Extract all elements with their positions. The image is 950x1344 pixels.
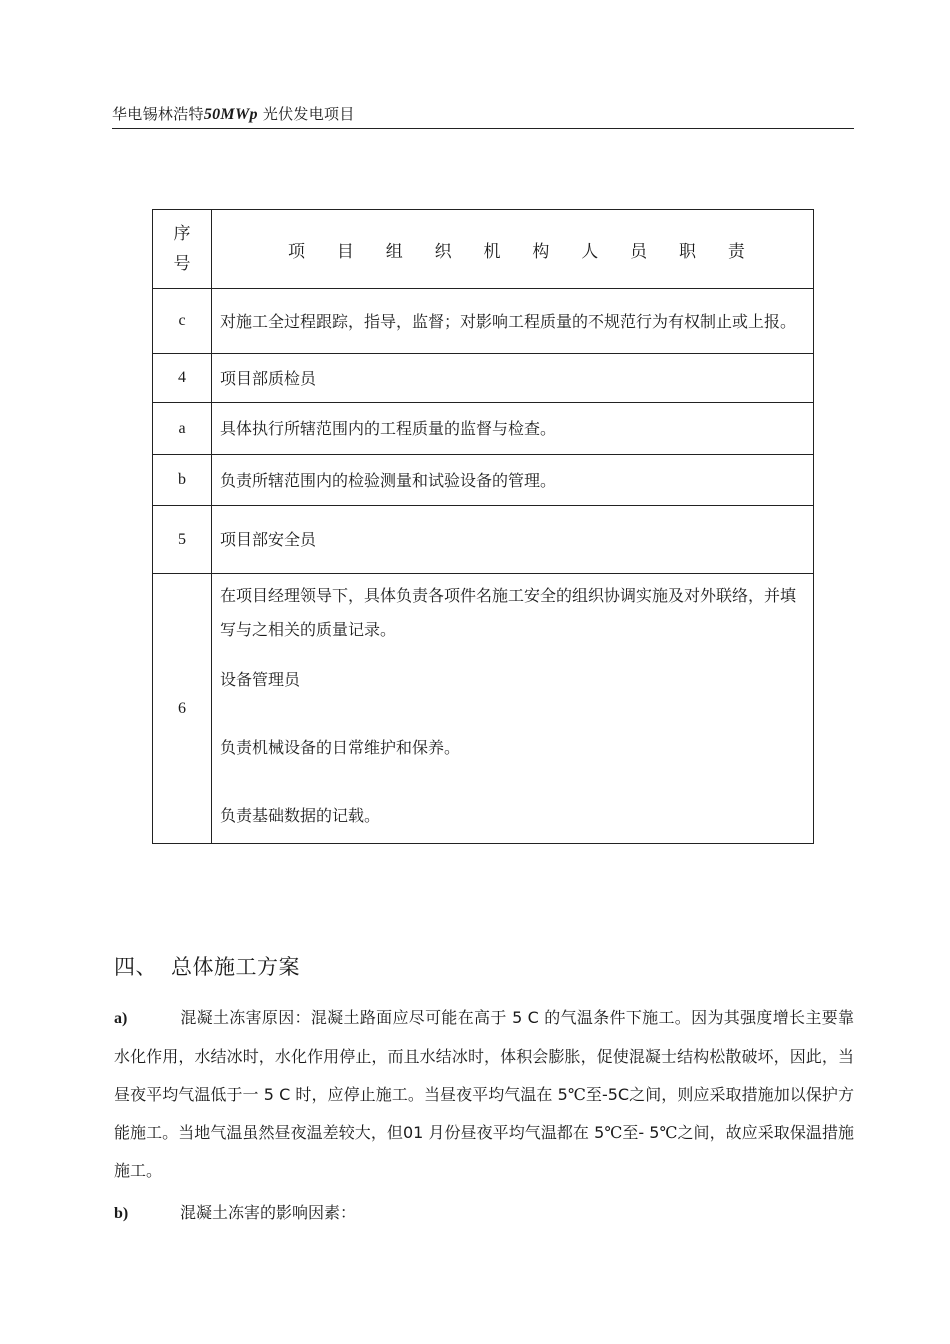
para-text: 月份昼夜平均气温都在 (423, 1123, 589, 1142)
table-row (153, 574, 814, 844)
row-num: 5 (153, 506, 212, 574)
para-text: ℃至 (567, 1085, 602, 1104)
row-text: 项目部安全员 (212, 506, 814, 574)
row6-line: 在项目经理领导下，具体负责各项件名施工安全的组织协调实施及对外联络，并填写与之相关的质量记录。 (220, 586, 797, 639)
page-header (112, 104, 854, 129)
row6-line: 设备管理员 (220, 670, 301, 689)
row6-line: 负责机械设备的日常维护和保养。 (220, 738, 461, 757)
para-value: -5C (601, 1085, 630, 1104)
header-num-char: 号 (173, 254, 191, 273)
row-num: 6 (153, 574, 212, 844)
row-text: 具体执行所辖范围内的工程质量的监督与检查。 (212, 403, 814, 455)
para-text: 混凝土冻害原因：混凝土路面应尽可能在高于 (180, 1008, 507, 1027)
header-title-char: 项 (288, 241, 305, 262)
section-title: 总体施工方案 (171, 955, 300, 979)
header-title-prefix: 华电锡林浩特 (112, 105, 204, 123)
table-row (153, 354, 814, 403)
header-num-char: 序 (173, 224, 191, 243)
para-text: 混凝土冻害的影响因素： (180, 1203, 357, 1222)
row-text: 负责所辖范围内的检验测量和试验设备的管理。 (212, 455, 814, 506)
paragraph-label: a) (114, 1010, 128, 1027)
row-text: 对施工全过程跟踪，指导，监督；对影响工程质量的不规范行为有权制止或上报。 (212, 289, 814, 354)
para-text: 之间，则应采取措施加以保护方能施工。当地气温虽然昼夜温差较大，但 (114, 1085, 854, 1142)
header-title-char: 人 (581, 241, 599, 262)
header-title-char: 员 (630, 241, 648, 262)
header-title-char: 构 (532, 241, 550, 262)
row-text: 项目部质检员 (212, 354, 814, 403)
table-row (153, 455, 814, 506)
header-num-cell (153, 210, 212, 289)
para-value: 01 (402, 1123, 424, 1142)
header-title-char: 机 (483, 241, 501, 262)
table-row (153, 403, 814, 455)
para-text: 时，应停止施工。当昼夜平均气温在 (295, 1085, 553, 1104)
row-num: b (153, 455, 212, 506)
row-num: a (153, 403, 212, 455)
table-row (153, 289, 814, 354)
para-value: - 5 (638, 1123, 660, 1142)
para-value: 5 C (506, 1008, 545, 1027)
para-value: 5 C (258, 1085, 296, 1104)
row6-line: 负责基础数据的记载。 (220, 806, 381, 825)
paragraph-b (114, 1194, 854, 1233)
row-num: 4 (153, 354, 212, 403)
header-title-char: 目 (336, 241, 354, 262)
para-text: ℃之间，故应采取保温措施施工。 (114, 1123, 854, 1180)
table-header-row (153, 210, 814, 289)
organization-duty-table (152, 209, 814, 844)
header-title-capacity: 50MWp (203, 106, 258, 123)
header-title-char: 责 (727, 241, 745, 262)
para-value: 5 (588, 1123, 605, 1142)
row-num: c (153, 289, 212, 354)
para-value: 5 (552, 1085, 568, 1104)
table-row (153, 506, 814, 574)
section-number: 四、 (114, 955, 157, 979)
para-text: 的气温条件下施工。因为其强度增长主要靠水化作用，水结冰时，水化作用停止，而且水结冰时，体积会膨胀，促使混凝士结构松散破坏，因此，当昼夜平均气温低于一 (114, 1008, 854, 1104)
paragraph-a (114, 999, 854, 1190)
header-title-char: 职 (679, 241, 696, 262)
header-title-char: 组 (385, 241, 403, 262)
header-title-suffix: 光伏发电项目 (257, 105, 355, 123)
paragraph-label: b) (114, 1205, 129, 1222)
section-heading (114, 951, 300, 981)
row-text-multi (212, 574, 814, 844)
header-title-char: 织 (434, 241, 452, 262)
header-title-cell (212, 210, 814, 289)
para-text: ℃至 (604, 1123, 639, 1142)
